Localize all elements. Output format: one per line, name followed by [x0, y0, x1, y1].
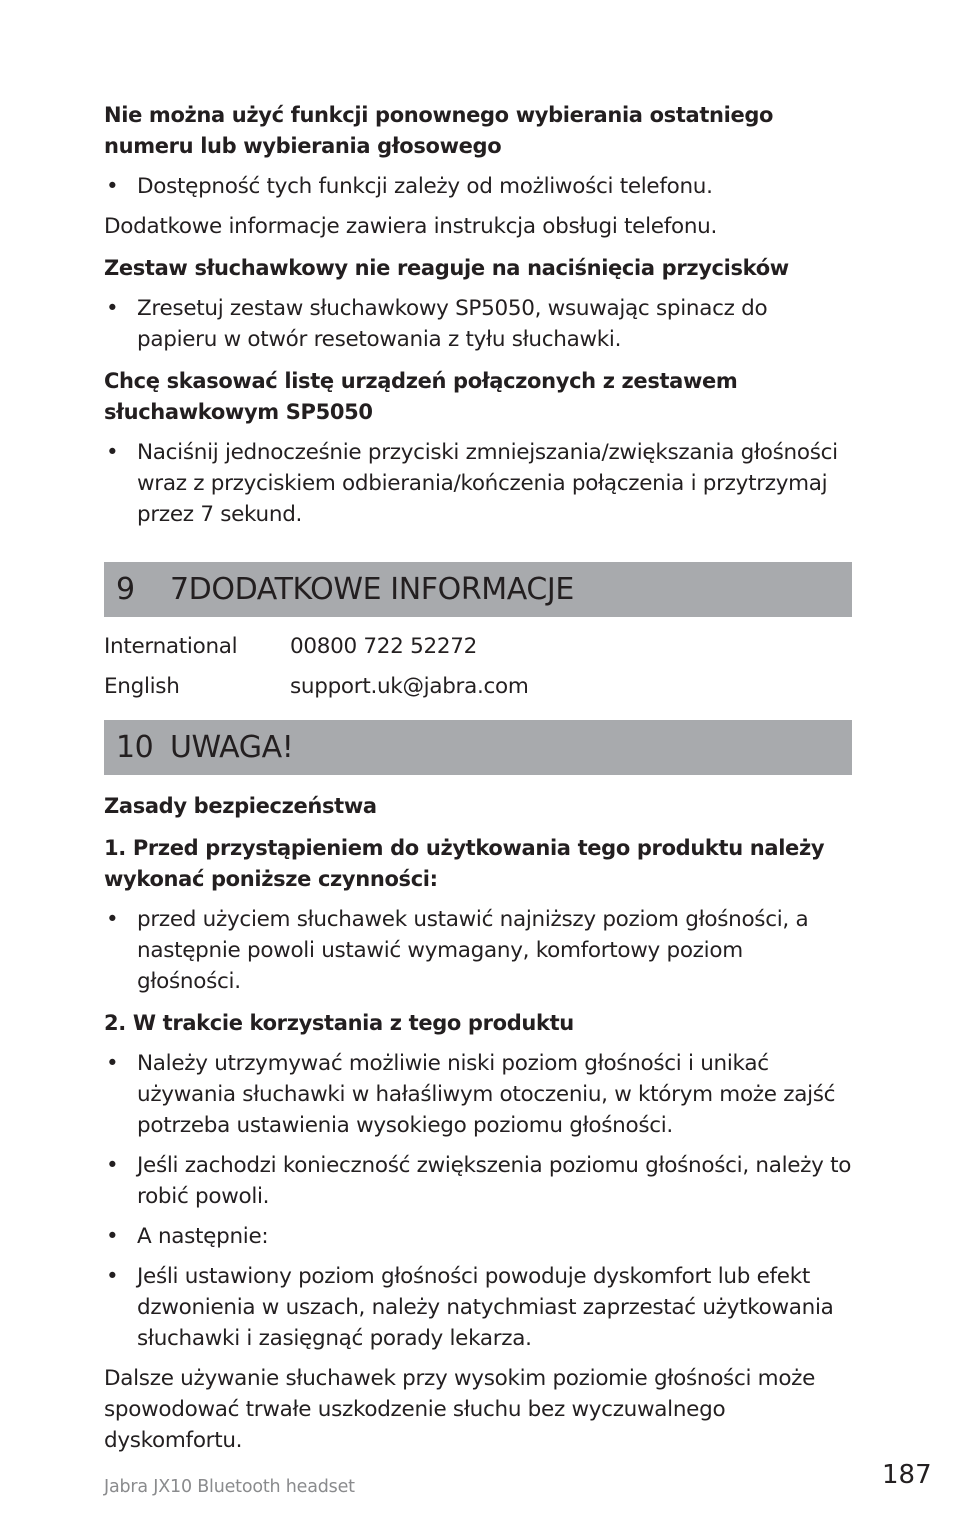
step1-bullet: [104, 904, 852, 997]
bullet-dot: •: [106, 174, 119, 199]
faq-bullet-redial: [104, 171, 852, 202]
closing-paragraph: Dalsze używanie słuchawek przy wysokim poziomie głośności może spowodować trwałe uszkodzenie słuchu bez wyczuwalnego dyskomfortu.: [104, 1366, 816, 1453]
step2-bullet: [104, 1048, 852, 1141]
bullet-dot: •: [106, 1264, 119, 1289]
footer-product-name: Jabra JX10 Bluetooth headset: [104, 1477, 355, 1497]
bullet-text: Jeśli zachodzi konieczność zwiększenia poziomu głośności, należy to robić powoli.: [137, 1153, 852, 1209]
faq-heading-redial: Nie można użyć funkcji ponownego wybierania ostatniego numeru lub wybierania głosowego: [104, 103, 774, 158]
contact-value: 00800 722 52272: [290, 634, 477, 659]
bullet-text: Naciśnij jednocześnie przyciski zmniejszania/zwiększania głośności wraz z przyciskiem odbierania/kończenia połączenia i przytrzymaj przez 7 sekund.: [137, 440, 838, 527]
step2-bullet: [104, 1261, 852, 1354]
section-header-warning: [104, 720, 852, 775]
bullet-dot: •: [106, 440, 119, 465]
bullet-text: Należy utrzymywać możliwie niski poziom głośności i unikać używania słuchawki w hałaśliwym otoczeniu, w którym może zajść potrzeba ustawienia wysokiego poziomu głośności.: [137, 1051, 836, 1138]
section-header-additional-info: [104, 562, 852, 617]
bullet-dot: •: [106, 907, 119, 932]
bullet-dot: •: [106, 1153, 119, 1178]
bullet-text: Dostępność tych funkcji zależy od możliwości telefonu.: [137, 174, 713, 199]
step2-bullet: [104, 1150, 852, 1212]
contact-value: support.uk@jabra.com: [290, 674, 529, 699]
faq-bullet-pairing: [104, 437, 852, 530]
contact-label: English: [104, 674, 180, 699]
contact-table: [104, 631, 852, 702]
section-title: 7DODATKOWE INFORMACJE: [170, 572, 574, 607]
page-number: 187: [882, 1460, 932, 1490]
bullet-text: przed użyciem słuchawek ustawić najniższy poziom głośności, a następnie powoli ustawić wymagany, komfortowy poziom głośności.: [137, 907, 809, 994]
bullet-text: Zresetuj zestaw słuchawkowy SP5050, wsuwając spinacz do papieru w otwór resetowania z tyłu słuchawki.: [137, 296, 768, 352]
faq-note-redial: Dodatkowe informacje zawiera instrukcja obsługi telefonu.: [104, 214, 718, 239]
faq-bullet-buttons: [104, 293, 852, 355]
safety-heading: Zasady bezpieczeństwa: [104, 794, 377, 818]
bullet-dot: •: [106, 296, 119, 321]
bullet-text: Jeśli ustawiony poziom głośności powoduje dyskomfort lub efekt dzwonienia w uszach, należy natychmiast zaprzestać użytkowania słuchawki i zasięgnąć porady lekarza.: [137, 1264, 834, 1351]
section-title: UWAGA!: [170, 730, 294, 765]
faq-heading-buttons: Zestaw słuchawkowy nie reaguje na naciśnięcia przycisków: [104, 256, 789, 280]
faq-heading-pairing: Chcę skasować listę urządzeń połączonych z zestawem słuchawkowym SP5050: [104, 369, 738, 424]
step2-bullet: [104, 1221, 852, 1252]
step2-heading: 2. W trakcie korzystania z tego produktu: [104, 1011, 574, 1035]
contact-label: International: [104, 634, 238, 659]
step1-heading: 1. Przed przystąpieniem do użytkowania tego produktu należy wykonać poniższe czynności:: [104, 836, 825, 891]
contact-row: [104, 631, 852, 662]
section-number: 9: [116, 572, 135, 607]
bullet-dot: •: [106, 1224, 119, 1249]
bullet-dot: •: [106, 1051, 119, 1076]
page-content: [104, 100, 852, 1456]
section-number: 10: [116, 730, 154, 765]
bullet-text: A następnie:: [137, 1224, 269, 1249]
contact-row: [104, 671, 852, 702]
